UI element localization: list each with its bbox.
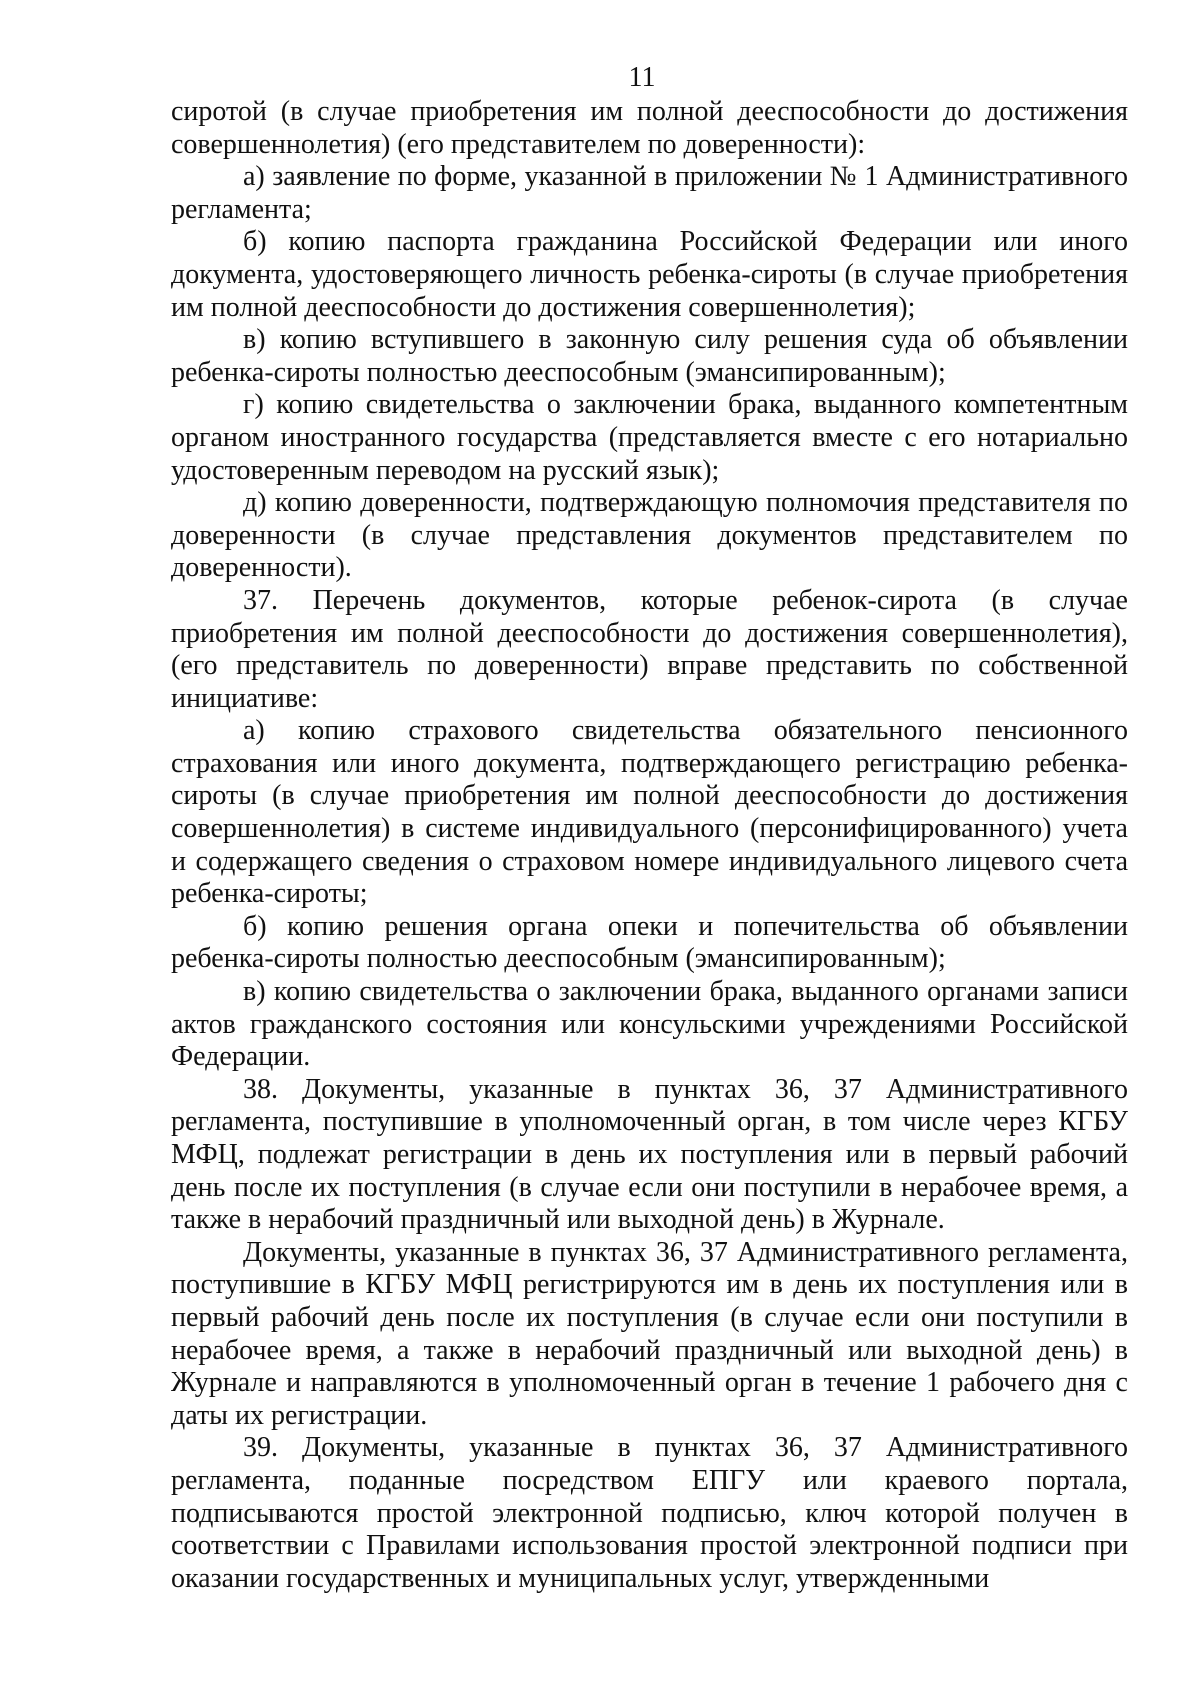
page-number: 11 [628, 62, 656, 93]
paragraph-clause-38-mfc: Документы, указанные в пунктах 36, 37 Административного регламента, поступившие в КГБУ МФЦ регистрируются им в день их поступления или в первый рабочий день после их поступления (в случае если они поступили в нерабочее время, а также в нерабочий праздничный или выходной день) в Журнале и направляются в уполномоченный орган в течение 1 рабочего дня с даты их регистрации. [171, 1236, 1128, 1431]
paragraph-item-b: б) копию паспорта гражданина Российской Федерации или иного документа, удостоверяющего личность ребенка-сироты (в случае приобретения им полной дееспособности до достижения совершеннолетия); [171, 226, 1128, 323]
paragraph-item-d: д) копию доверенности, подтверждающую полномочия представителя по доверенности (в случае представления документов представителем по доверенности). [171, 487, 1128, 584]
paragraph-clause-37-item-a: а) копию страхового свидетельства обязательного пенсионного страхования или иного документа, подтверждающего регистрацию ребенка-сироты (в случае приобретения им полной дееспособности до достижения совершеннолетия) в системе индивидуального (персонифицированного) учета и содержащего сведения о страховом номере индивидуального лицевого счета ребенка-сироты; [171, 715, 1128, 910]
paragraph-item-a: а) заявление по форме, указанной в приложении № 1 Административного регламента; [171, 161, 1128, 225]
paragraph-clause-37: 37. Перечень документов, которые ребенок-сирота (в случае приобретения им полной дееспособности до достижения совершеннолетия), (его представитель по доверенности) вправе представить по собственной инициативе: [171, 584, 1128, 714]
paragraph-item-g: г) копию свидетельства о заключении брака, выданного компетентным органом иностранного государства (представляется вместе с его нотариально удостоверенным переводом на русский язык); [171, 389, 1128, 486]
paragraph-clause-37-item-v: в) копию свидетельства о заключении брака, выданного органами записи актов гражданского состояния или консульскими учреждениями Российской Федерации. [171, 976, 1128, 1073]
paragraph-clause-39: 39. Документы, указанные в пунктах 36, 37 Административного регламента, поданные посредством ЕПГУ или краевого портала, подписываются простой электронной подписью, ключ которой получен в соответствии с Правилами использования простой электронной подписи при оказании государственных и муниципальных услуг, утвержденными [171, 1432, 1128, 1594]
paragraph-continuation: сиротой (в случае приобретения им полной дееспособности до достижения совершеннолетия) (его представителем по доверенности): [171, 96, 1128, 160]
document-body [171, 96, 1128, 1595]
paragraph-item-v: в) копию вступившего в законную силу решения суда об объявлении ребенка-сироты полностью дееспособным (эмансипированным); [171, 324, 1128, 388]
paragraph-clause-37-item-b: б) копию решения органа опеки и попечительства об объявлении ребенка-сироты полностью дееспособным (эмансипированным); [171, 910, 1128, 975]
paragraph-clause-38: 38. Документы, указанные в пунктах 36, 37 Административного регламента, поступившие в уполномоченный орган, в том числе через КГБУ МФЦ, подлежат регистрации в день их поступления или в первый рабочий день после их поступления (в случае если они поступили в нерабочее время, а также в нерабочий праздничный или выходной день) в Журнале. [171, 1073, 1128, 1236]
